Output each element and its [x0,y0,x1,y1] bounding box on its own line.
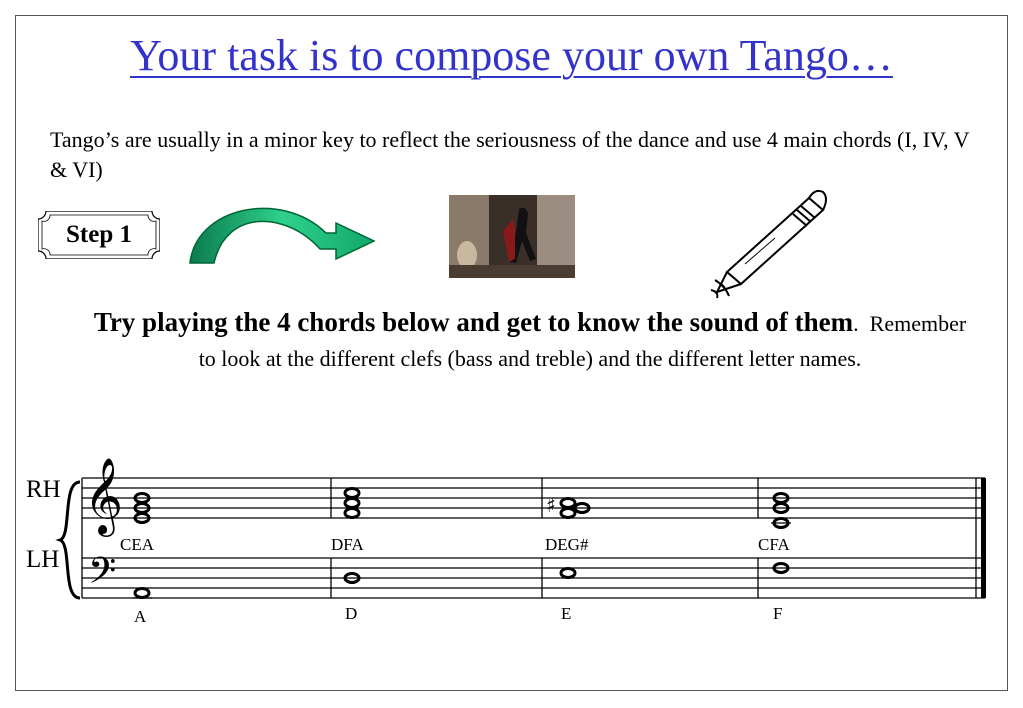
step-badge [38,211,160,259]
step-label: Step 1 [66,221,132,248]
chord-1-rh-label: CEA [120,535,154,554]
lh-label: LH [26,546,60,573]
chord-1-lh-label: A [134,607,147,626]
bass-clef-icon: 𝄢 [88,550,117,601]
curved-arrow-icon [186,197,378,272]
intro-text: Tango’s are usually in a minor key to reflect the seriousness of the dance and use 4 main chords (I, IV, V & VI) [50,127,970,182]
instruction-normal: Remember to look at the different clefs (bass and treble) and the different letter names. [198,311,967,371]
chord-2-lh-label: D [345,604,358,623]
chord-4-lh-label: F [773,604,783,623]
chord-2-rh-label: DFA [331,535,364,554]
chord-3-lh-label: E [561,604,572,623]
chord-4-rh-label: CFA [758,535,790,554]
instruction-text: Try playing the 4 chords below and get to know the sound of them. Remember to look at the different clefs (bass and treble) and the different letter names. [93,307,967,371]
rh-label: RH [26,476,61,503]
slide-title: Your task is to compose your own Tango… [130,31,893,80]
treble-clef-icon: 𝄞 [84,457,124,534]
tango-dancers-photo [449,195,575,278]
pencil-icon [705,180,835,305]
chord-3-rh-label: DEG# [545,535,589,554]
instruction-bold: Try playing the 4 chords below and get to know the sound of them [93,307,854,337]
sharp-icon: ♯ [546,493,556,517]
